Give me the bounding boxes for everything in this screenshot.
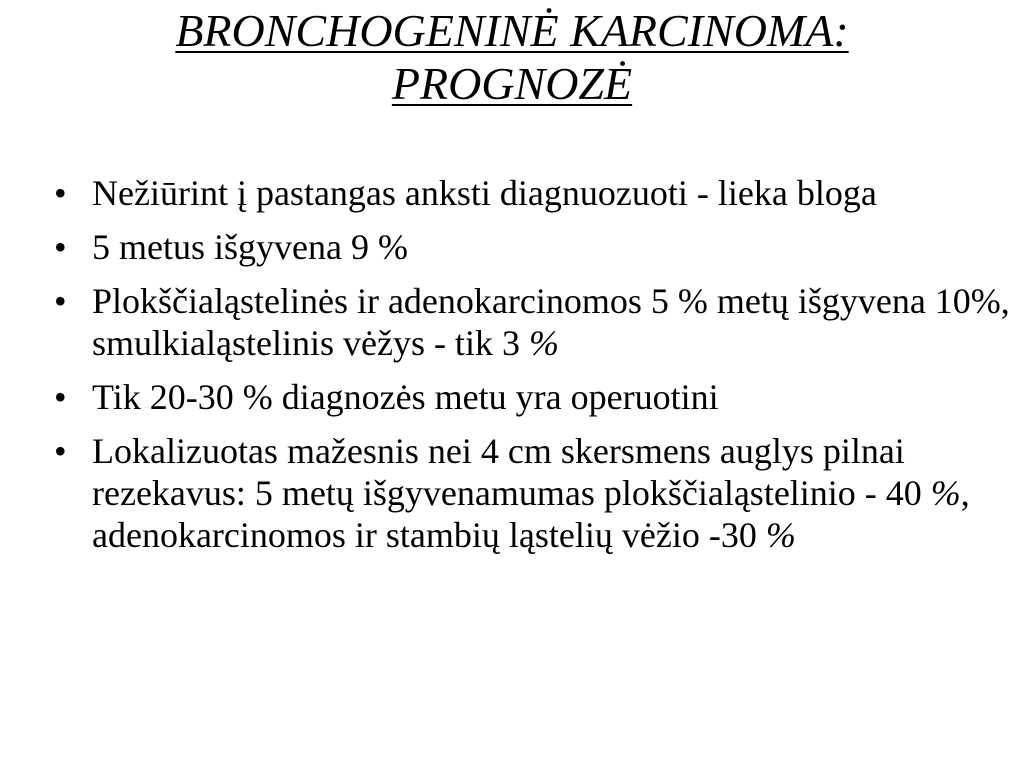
bullet-item <box>54 280 1014 364</box>
bullet-text: Tik 20-30 % diagnozės metu yra operuotini <box>92 377 719 417</box>
bullet-item <box>54 376 1014 418</box>
bullet-dot-icon: • <box>54 377 67 417</box>
bullet-list <box>54 172 1014 568</box>
bullet-dot-icon: • <box>54 173 67 213</box>
bullet-text: Lokalizuotas mažesnis nei 4 cm skersmens auglys pilnai rezekavus: 5 metų išgyvenamumas plokščialąstelinio - 40 <box>92 431 931 513</box>
slide-title <box>0 4 1024 110</box>
bullet-text-italic: % <box>765 515 796 555</box>
bullet-dot-icon: • <box>54 227 67 267</box>
bullet-item <box>54 172 1014 214</box>
bullet-text-italic: % <box>930 473 961 513</box>
bullet-dot-icon: • <box>54 281 67 321</box>
bullet-item <box>54 430 1014 556</box>
title-line-1: BRONCHOGENINĖ KARCINOMA: <box>175 5 849 56</box>
bullet-text-italic: % <box>528 323 559 363</box>
bullet-text: 5 metus išgyvena 9 % <box>92 227 408 267</box>
bullet-text-continued: , adenokarcinomos ir stambių ląstelių vėžio -30 <box>92 473 970 555</box>
bullet-text: Plokščialąstelinės ir adenokarcinomos 5 % metų išgyvena 10%, smulkialąstelinis vėžys - tik 3 <box>92 281 1010 363</box>
title-line-2: PROGNOZĖ <box>391 58 633 109</box>
bullet-item <box>54 226 1014 268</box>
bullet-dot-icon: • <box>54 431 67 471</box>
bullet-text: Nežiūrint į pastangas anksti diagnuozuoti - lieka bloga <box>92 173 877 213</box>
